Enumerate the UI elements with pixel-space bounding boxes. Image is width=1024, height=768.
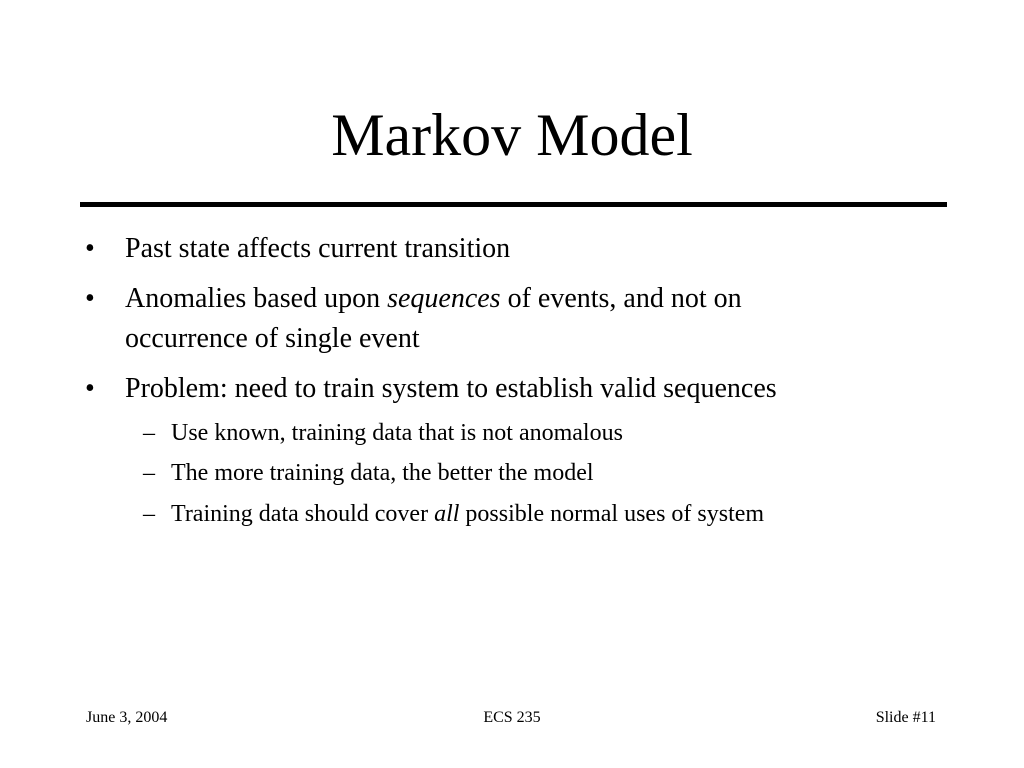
bullet-marker: • <box>85 233 95 264</box>
sub-bullet-text: Use known, training data that is not anomalous <box>171 420 623 446</box>
bullet-item <box>85 369 925 409</box>
bullet-text-before: Anomalies based upon <box>125 283 388 314</box>
dash-marker: – <box>143 420 155 446</box>
slide-title: Markov Model <box>331 102 693 168</box>
bullet-text-after: of events, and not on <box>500 283 742 314</box>
bullet-text: Problem: need to train system to establish valid sequences <box>125 373 777 404</box>
bullet-item <box>85 279 925 359</box>
bullet-continuation: occurrence of single event <box>125 323 420 354</box>
dash-marker: – <box>143 501 155 527</box>
dash-marker: – <box>143 460 155 486</box>
sub-bullet-emphasis: all <box>434 501 460 527</box>
sub-bullet-text-before: Training data should cover <box>171 501 435 527</box>
bullet-marker: • <box>85 283 95 314</box>
bullet-marker: • <box>85 373 95 404</box>
footer-date: June 3, 2004 <box>86 709 168 726</box>
sub-bullet-item <box>143 418 951 448</box>
sub-bullet-item <box>143 458 951 488</box>
sub-bullet-text-after: possible normal uses of system <box>459 501 765 527</box>
bullet-emphasis: sequences <box>387 283 501 314</box>
footer-slide-number: Slide #11 <box>875 709 936 726</box>
bullet-item <box>85 229 925 269</box>
sub-bullet-text: The more training data, the better the model <box>171 460 594 486</box>
footer-course: ECS 235 <box>483 709 541 726</box>
sub-bullet-item <box>143 499 951 529</box>
bullet-text: Past state affects current transition <box>125 233 511 264</box>
